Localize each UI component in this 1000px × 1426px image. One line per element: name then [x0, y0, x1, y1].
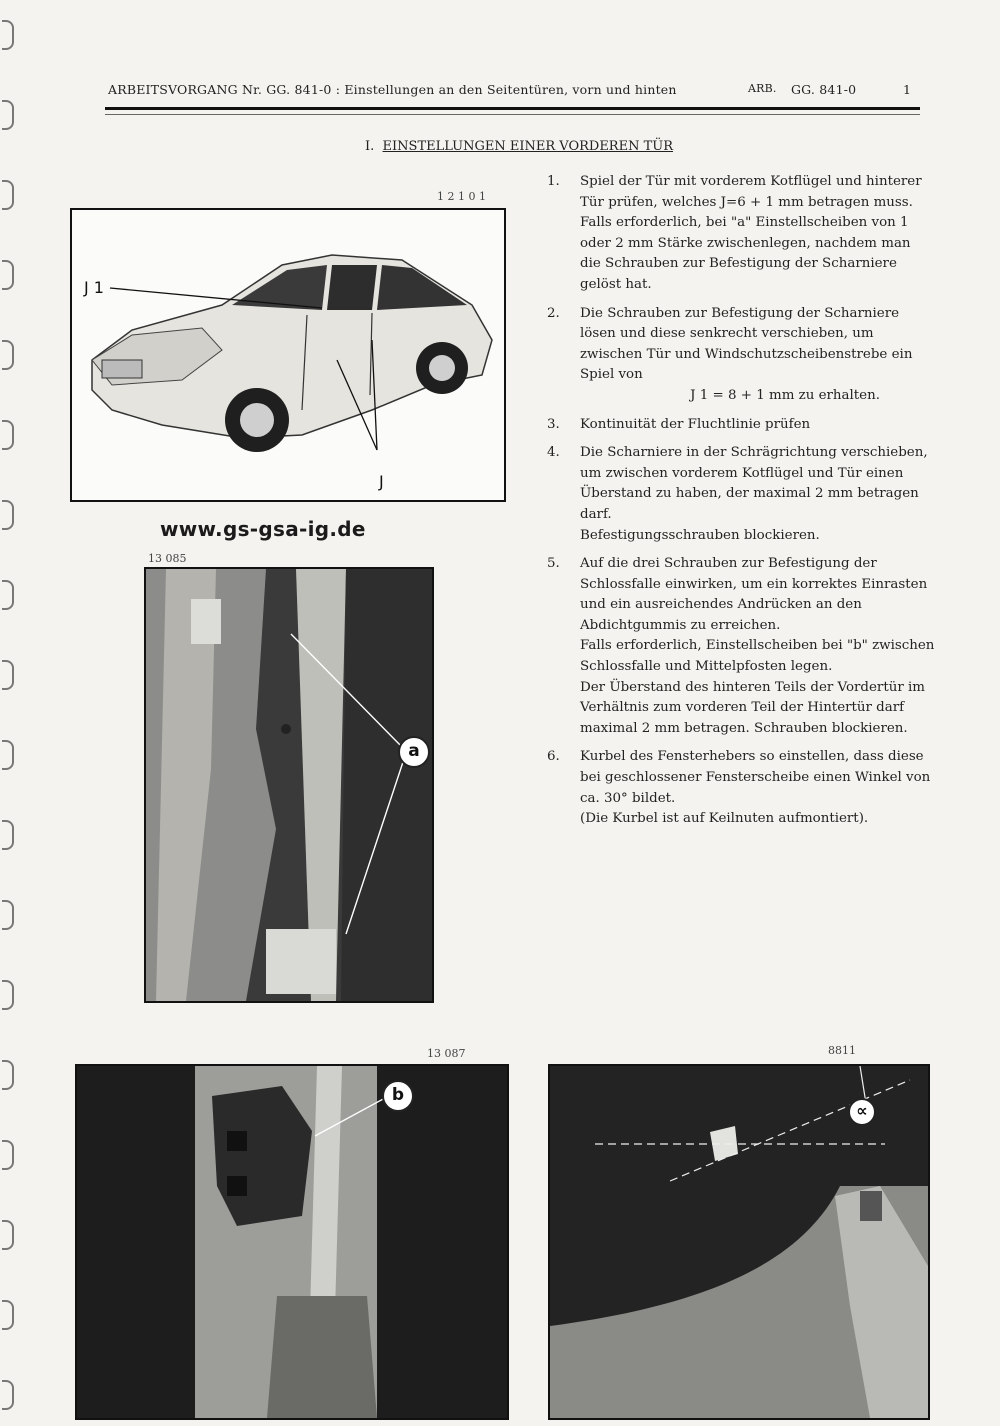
binder-ring [2, 340, 14, 370]
step-4 [545, 443, 935, 546]
step-text: Die Scharniere in der Schrägrichtung verschieben, um zwischen vorderem Kotflügel und Tür einen Überstand zu haben, der maximal 2 mm betragen darf. Befestigungsschrauben blockieren. [580, 445, 928, 543]
step-formula: J 1 = 8 + 1 mm zu erhalten. [690, 387, 880, 403]
binder-ring [2, 1300, 14, 1330]
step-1 [545, 172, 935, 296]
step-3 [545, 415, 935, 436]
binder-ring [2, 1060, 14, 1090]
pillar-photo [146, 569, 432, 1001]
step-number: 6. [547, 749, 560, 765]
figure-latch [75, 1064, 509, 1420]
figure-car [70, 208, 506, 502]
step-number: 1. [547, 174, 560, 189]
binder-ring [2, 1380, 14, 1410]
section-heading: EINSTELLUNGEN EINER VORDEREN TÜR [382, 139, 674, 154]
binder-ring [2, 820, 14, 850]
step-number: 4. [547, 445, 560, 461]
step-text: Kurbel des Fensterhebers so einstellen, dass diese bei geschlossener Fensterscheibe einen Winkel von ca. 30° bildet. (Die Kurbel ist auf Keilnuten aufmontiert). [580, 749, 931, 827]
figure-pillar [144, 567, 434, 1003]
label-b: b [382, 1080, 414, 1112]
figure-ref-car: 1 2 1 0 1 [437, 190, 486, 203]
step-number: 2. [547, 305, 560, 321]
car-illustration [72, 210, 504, 500]
page-number: 1 [903, 82, 912, 97]
binder-ring [2, 420, 14, 450]
step-5 [545, 554, 935, 739]
header-rule [105, 107, 920, 110]
header-rule-thin [105, 114, 920, 115]
binder-ring [2, 20, 14, 50]
header-title: ARBEITSVORGANG Nr. GG. 841-0 : Einstellungen an den Seitentüren, vorn und hinten [108, 82, 677, 97]
binder-ring [2, 900, 14, 930]
latch-photo [77, 1066, 507, 1418]
binder-ring [2, 980, 14, 1010]
step-number: 5. [547, 556, 560, 572]
section-title [365, 139, 673, 154]
label-j: J [379, 472, 384, 491]
binder-ring [2, 260, 14, 290]
step-text: Auf die drei Schrauben zur Befestigung der Schlossfalle einwirken, um ein korrektes Einrasten und ein ausreichendes Andrücken an den Abdichtgummis zu erreichen. Falls erforderlich, Einstellscheiben bei "b" zwischen Schlossfalle und Mittelpfosten legen. Der Überstand des hinteren Teils der Vordertür im Verhältnis zum vorderen Teil der Hintertür darf maximal 2 mm betragen. Schrauben blockieren. [580, 556, 935, 736]
binder-ring [2, 180, 14, 210]
binder-ring [2, 1220, 14, 1250]
header-number: GG. 841-0 [791, 82, 857, 97]
figure-ref-window: 8811 [828, 1044, 856, 1057]
label-alpha: ∝ [848, 1098, 876, 1126]
figure-ref-latch: 13 087 [427, 1047, 466, 1060]
page-header [108, 82, 923, 102]
binder-ring [2, 580, 14, 610]
section-numeral: I. [365, 139, 375, 154]
step-6 [545, 747, 935, 829]
step-text: Die Schrauben zur Befestigung der Scharniere lösen und diese senkrecht verschieben, um zwischen Tür und Windschutzscheibenstrebe ein Spiel von [580, 305, 917, 383]
binder-ring [2, 500, 14, 530]
step-2 [545, 304, 935, 407]
step-number: 3. [547, 416, 560, 432]
binder-ring [2, 100, 14, 130]
label-a: a [398, 736, 430, 768]
label-j1: J 1 [84, 278, 104, 297]
header-arb: ARB. [748, 82, 777, 95]
watermark-url: www.gs-gsa-ig.de [160, 517, 366, 541]
binder-edge [0, 0, 22, 1426]
binder-ring [2, 660, 14, 690]
step-text: Kontinuität der Fluchtlinie prüfen [580, 416, 811, 432]
binder-ring [2, 1140, 14, 1170]
step-text: Spiel der Tür mit vorderem Kotflügel und hinterer Tür prüfen, welches J=6 + 1 mm betragen muss. Falls erforderlich, bei "a" Einstellscheiben von 1 oder 2 mm Stärke zwischenlegen, nachdem man die Schrauben zur Befestigung der Scharniere gelöst hat. [580, 174, 922, 292]
figure-ref-pillar: 13 085 [148, 552, 187, 565]
binder-ring [2, 740, 14, 770]
procedure-steps [545, 172, 935, 838]
figure-window [548, 1064, 930, 1420]
